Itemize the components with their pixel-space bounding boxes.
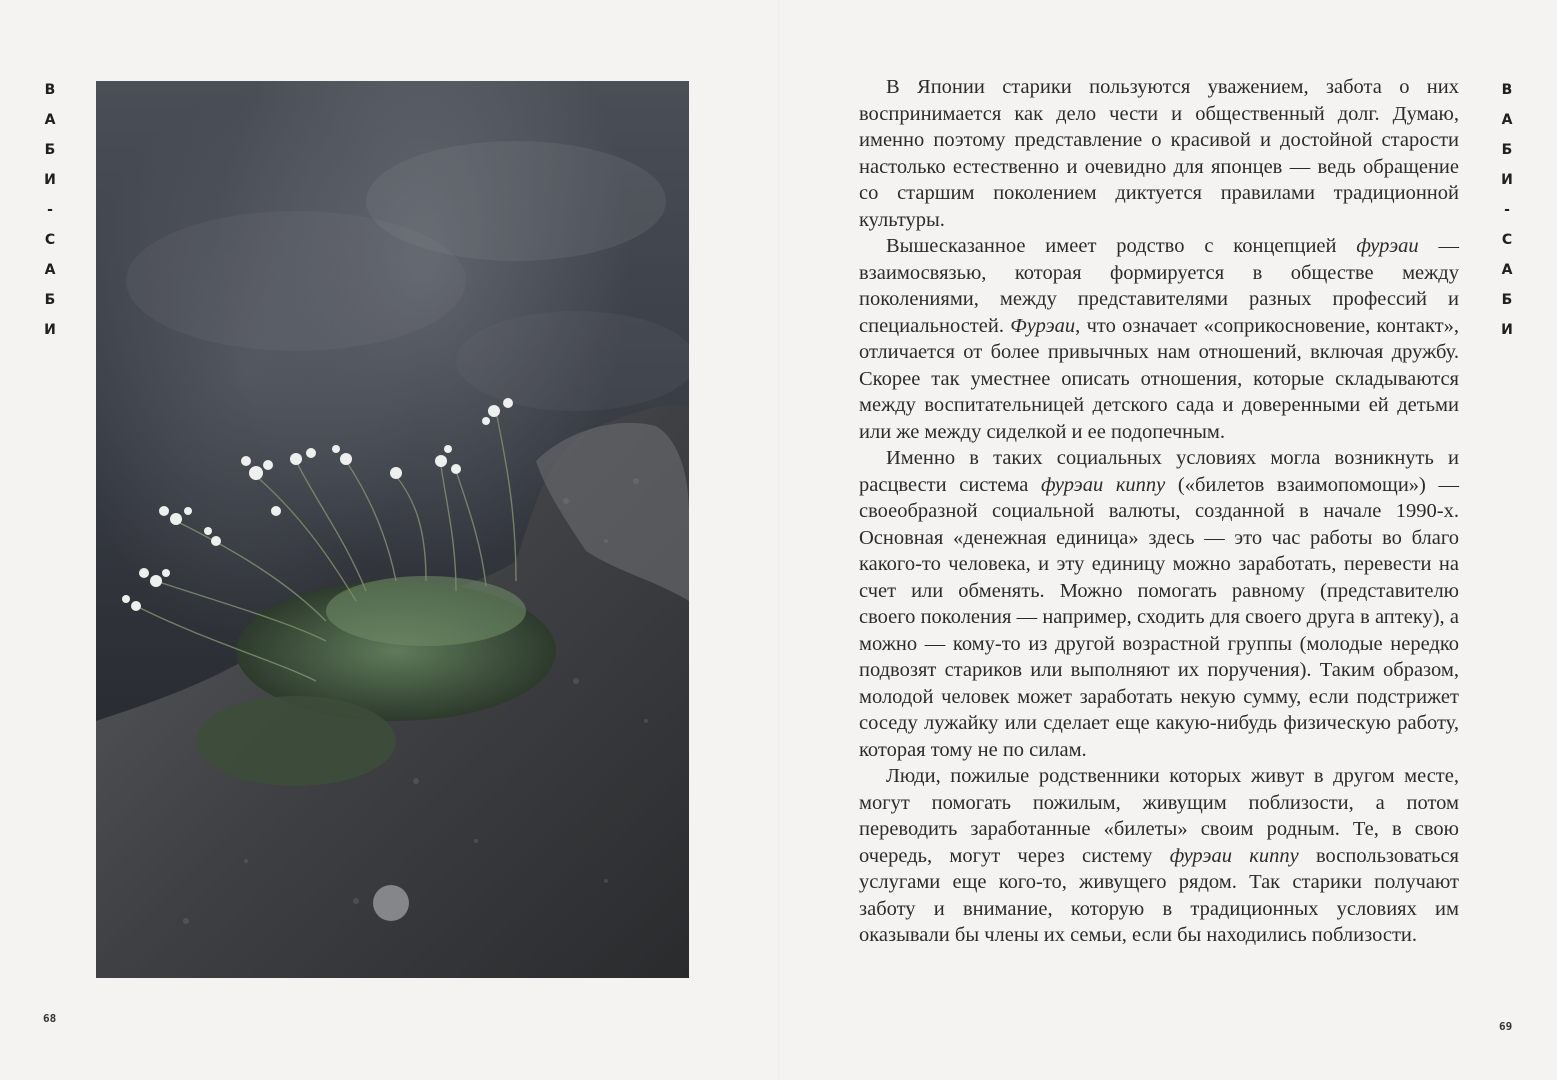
running-head-letter: И [44,172,56,188]
running-head-letter: А [1501,262,1513,278]
running-head-letter: И [44,322,56,338]
running-head-letter: И [1501,172,1513,188]
flowers-photo [96,81,689,978]
text-run: Именно в таких социальных условиях могла возникнуть и расцвести система [859,447,1459,496]
text-run: («билетов взаимопомощи») — своеобразной социальной валюты, созданной в начале 1990-х. Основная «денежная единица» здесь — это час работы во благо какого-то человека, и эту единицу можно заработать, перевести на счет или обменять. Можно помогать равному (представителю своего поколения — например, сходить для своего друга в аптеку), а можно — кому-то из другой возрастной группы (молодые нередко подвозят стариков или выполняют их поручения). Таким образом, молодой человек может заработать некую сумму, если подстрижет соседу лужайку или сделает еще какую-нибудь физическую работу, которая тому не по силам. [859,473,1459,761]
running-head-letter: В [1501,82,1513,98]
text-run: Вышесказанное имеет родство с концепцией [886,235,1357,257]
running-head-letter: Б [1501,142,1513,158]
paragraph [859,445,1459,763]
text-run: воспользоваться услугами еще кого-то, живущего рядом. Так старики получают заботу и внимание, которую в традиционных условиях им оказывали бы члены их семьи, если бы находились поблизости. [859,844,1459,946]
running-head-right [1497,75,1517,345]
running-head-letter: В [44,82,56,98]
running-head-letter: А [44,262,56,278]
running-head-letter: - [47,202,53,218]
running-head-letter: А [1501,112,1513,128]
italic-term: фурэаи киппу [1041,473,1166,496]
running-head-letter: - [1504,202,1510,218]
text-run: Люди, пожилые родственники которых живут в другом месте, могут помогать пожилым, живущим поблизости, а потом переводить заработанные «билеты» своим родным. Те, в свою очередь, могут через систему [859,765,1459,867]
running-head-left [40,75,60,345]
italic-term: фурэаи [1356,235,1419,257]
paragraph [859,763,1459,949]
running-head-letter: А [44,112,56,128]
text-run: — взаимосвязью, которая формируется в обществе между поколениями, между представителями разных профессий и специальностей. [859,235,1459,337]
running-head-letter: Б [44,142,56,158]
running-head-letter: И [1501,322,1513,338]
running-head-letter: С [44,232,56,248]
page-number-left: 68 [43,1012,57,1025]
main-text [859,74,1459,949]
italic-term: Фурэаи [1010,314,1076,337]
page-gutter [778,0,780,1080]
text-run: , что означает «соприкосновение, контакт», отличается от более привычных нам отношений, включая дружбу. Скорее так уместнее описать отношения, которые складываются между воспитательницей детского сада и доверенными ей детьми или же между сиделкой и ее подопечным. [859,314,1459,443]
text-run: В Японии старики пользуются уважением, забота о них воспринимается как дело чести и общественный долг. Думаю, именно поэтому представление о красивой и достойной старости настолько естественно и очевидно для японцев — ведь обращение со старшим поколением диктуется правилами традиционной культуры. [859,76,1459,231]
paragraph [859,74,1459,233]
running-head-letter: Б [44,292,56,308]
page-number-right: 69 [1499,1020,1513,1033]
running-head-letter: С [1501,232,1513,248]
photo-flowers-on-rock-icon [96,81,689,978]
italic-term: фурэаи киппу [1169,844,1299,867]
paragraph [859,233,1459,445]
running-head-letter: Б [1501,292,1513,308]
